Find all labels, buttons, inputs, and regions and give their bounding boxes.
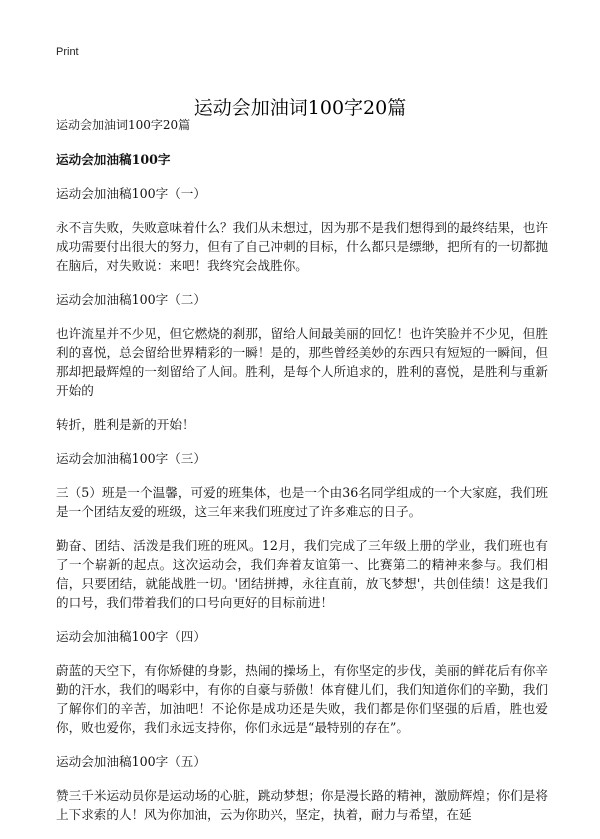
paragraph: 运动会加油稿100字（二）	[56, 292, 206, 307]
paragraph: 运动会加油稿100字（四）	[56, 629, 206, 644]
paragraph: 运动会加油稿100字（一）	[56, 186, 206, 201]
paragraph: 赞三千米运动员你是运动场的心脏，跳动梦想；你是漫长路的精神，激励辉煌；你们是将上下求索的人！风为你加油，云为你助兴，坚定，执着，耐力与希望，在延	[56, 788, 548, 822]
print-link[interactable]: Print	[56, 46, 79, 58]
section-heading: 运动会加油稿100字	[56, 152, 171, 167]
paragraph: 勤奋、团结、活泼是我们班的班风。12月，我们完成了三年级上册的学业，我们班也有了一个崭新的起点。这次运动会，我们奔着友谊第一、比赛第二的精神来参与。我们相信，只要团结，就能战胜一切。'团结拼搏，永往直前，放飞梦想'，共创佳绩！这是我们的口号，我们带着我们的口号向更好的目标前进！	[56, 538, 548, 610]
paragraph: 也许流星并不少见，但它燃烧的刹那，留给人间最美丽的回忆！也许笑脸并不少见，但胜利的喜悦，总会留给世界精彩的一瞬！是的，那些曾经美妙的东西只有短短的一瞬间，但那却把最辉煌的一刻留给了人间。胜利，是每个人所追求的，胜利的喜悦，是胜利与重新开始的	[56, 326, 548, 398]
paragraph: 永不言失败，失败意味着什么？我们从未想过，因为那不是我们想得到的最终结果，也许成功需要付出很大的努力，但有了自己冲刺的目标，什么都只是缥缈，把所有的一切都抛在脑后，对失败说：来吧！我终究会战胜你。	[56, 220, 548, 273]
paragraph: 三（5）班是一个温馨，可爱的班集体，也是一个由36名同学组成的一个大家庭，我们班是一个团结友爱的班级，这三年来我们班度过了许多难忘的日子。	[56, 485, 548, 519]
article-subtitle: 运动会加油词100字20篇	[56, 118, 191, 132]
article-body	[56, 116, 548, 839]
paragraph: 蔚蓝的天空下，有你矫健的身影，热闹的操场上，有你坚定的步伐，美丽的鲜花后有你辛勤的汗水，我们的喝彩中，有你的自豪与骄傲！体育健儿们，我们知道你们的辛勤，我们了解你们的辛苦，加油吧！不论你是成功还是失败，我们都是你们坚强的后盾，胜也爱你，败也爱你，我们永远支持你，你们永远是“最特别的存在”。	[56, 663, 548, 735]
paragraph: 运动会加油稿100字（三）	[56, 451, 206, 466]
page-title: 运动会加油词100字20篇	[193, 96, 407, 119]
paragraph: 运动会加油稿100字（五）	[56, 754, 206, 769]
paragraph: 转折，胜利是新的开始！	[56, 417, 195, 432]
